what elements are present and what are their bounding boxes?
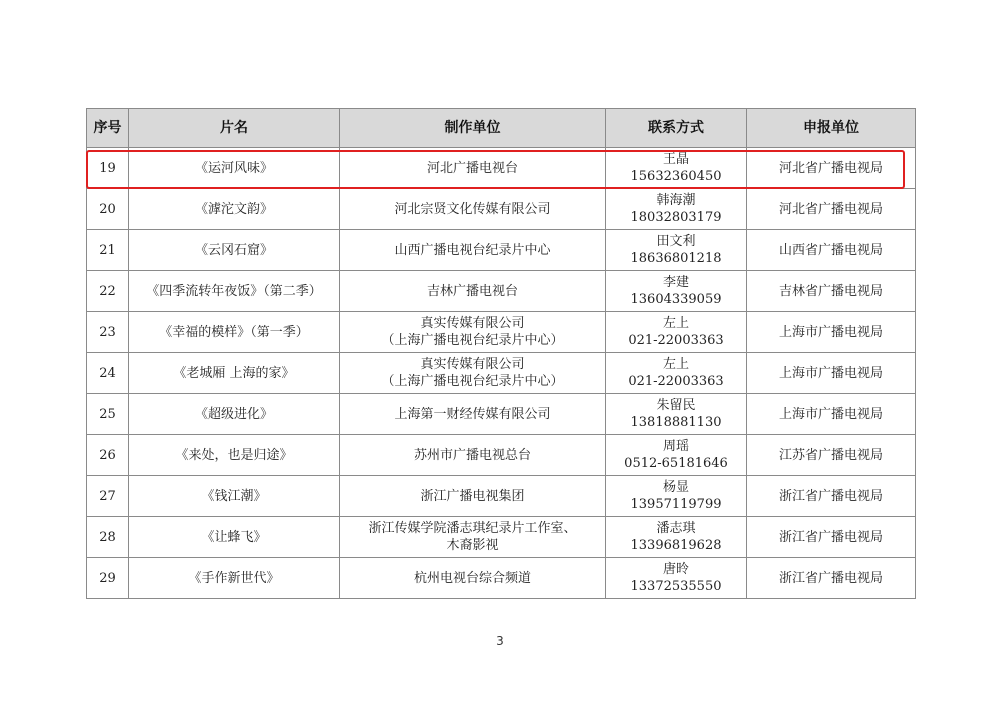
cell-contact: [606, 517, 747, 558]
table-row: [87, 353, 916, 394]
cell-index: 24: [87, 353, 129, 394]
cell-title: 《让蜂飞》: [129, 517, 340, 558]
cell-title: 《运河风味》: [129, 148, 340, 189]
cell-title: 《幸福的模样》（第一季）: [129, 312, 340, 353]
table-row: [87, 394, 916, 435]
cell-contact-line: 021-22003363: [628, 333, 724, 348]
cell-contact: [606, 558, 747, 599]
cell-index: 27: [87, 476, 129, 517]
cell-contact: [606, 189, 747, 230]
cell-contact: [606, 148, 747, 189]
cell-index: 19: [87, 148, 129, 189]
cell-index: 20: [87, 189, 129, 230]
cell-producer: [340, 476, 606, 517]
cell-contact-line: 021-22003363: [628, 374, 724, 389]
cell-contact-line: 王晶: [662, 152, 689, 167]
cell-index: 21: [87, 230, 129, 271]
table-body: [87, 148, 916, 599]
cell-producer-line: （上海广播电视台纪录片中心）: [381, 333, 564, 348]
cell-contact-line: 13604339059: [630, 292, 722, 307]
cell-contact-line: 杨显: [662, 480, 689, 495]
cell-contact-line: 13372535550: [630, 579, 722, 594]
cell-contact-line: 13818881130: [630, 415, 722, 430]
cell-producer-line: 河北宗贤文化传媒有限公司: [394, 201, 551, 217]
cell-producer-line: 真实传媒有限公司: [420, 316, 525, 331]
cell-producer-line: 吉林广播电视台: [426, 283, 518, 299]
cell-index: 25: [87, 394, 129, 435]
table-row: [87, 148, 916, 189]
cell-contact-line: 韩海潮: [656, 193, 696, 208]
cell-contact-line: 0512-65181646: [624, 456, 728, 471]
cell-title: 《超级进化》: [129, 394, 340, 435]
cell-index: 26: [87, 435, 129, 476]
cell-contact: [606, 435, 747, 476]
cell-contact-line: 周瑶: [662, 439, 689, 454]
cell-producer: [340, 435, 606, 476]
cell-title: 《老城厢 上海的家》: [129, 353, 340, 394]
cell-producer: [340, 312, 606, 353]
header-applicant: 申报单位: [747, 109, 916, 148]
header-title: 片名: [129, 109, 340, 148]
cell-producer: [340, 189, 606, 230]
cell-contact: [606, 271, 747, 312]
cell-applicant: 上海市广播电视局: [747, 394, 916, 435]
cell-contact: [606, 353, 747, 394]
cell-applicant: 河北省广播电视局: [747, 148, 916, 189]
cell-producer: [340, 353, 606, 394]
cell-producer: [340, 148, 606, 189]
header-contact: 联系方式: [606, 109, 747, 148]
cell-producer-line: 浙江广播电视集团: [420, 488, 525, 504]
table-row: [87, 517, 916, 558]
cell-index: 29: [87, 558, 129, 599]
cell-producer: [340, 394, 606, 435]
page-number: 3: [496, 634, 504, 648]
cell-producer-line: 浙江传媒学院潘志琪纪录片工作室、: [368, 521, 577, 536]
cell-producer: [340, 558, 606, 599]
cell-applicant: 上海市广播电视局: [747, 312, 916, 353]
table-row: [87, 189, 916, 230]
cell-contact-line: 18636801218: [630, 251, 722, 266]
cell-producer: [340, 271, 606, 312]
cell-applicant: 江苏省广播电视局: [747, 435, 916, 476]
cell-producer: [340, 230, 606, 271]
cell-contact-line: 15632360450: [630, 169, 722, 184]
cell-contact-line: 18032803179: [630, 210, 722, 225]
cell-title: 《四季流转年夜饭》（第二季）: [129, 271, 340, 312]
documentary-list-table: [86, 108, 916, 599]
cell-contact-line: 潘志琪: [656, 521, 696, 536]
cell-producer-line: 苏州市广播电视总台: [413, 447, 531, 463]
cell-contact-line: 13396819628: [630, 538, 722, 553]
cell-index: 28: [87, 517, 129, 558]
cell-producer-line: 真实传媒有限公司: [420, 357, 525, 372]
cell-contact-line: 左上: [662, 357, 689, 372]
cell-index: 22: [87, 271, 129, 312]
cell-contact: [606, 394, 747, 435]
cell-producer-line: 木裔影视: [446, 538, 499, 553]
cell-contact-line: 唐昤: [662, 562, 689, 577]
cell-contact: [606, 312, 747, 353]
cell-producer: [340, 517, 606, 558]
cell-contact-line: 朱留民: [656, 398, 696, 413]
cell-title: 《云冈石窟》: [129, 230, 340, 271]
cell-contact: [606, 476, 747, 517]
cell-producer-line: 杭州电视台综合频道: [413, 570, 531, 586]
header-index: 序号: [87, 109, 129, 148]
table-row: [87, 435, 916, 476]
cell-index: 23: [87, 312, 129, 353]
cell-contact-line: 左上: [662, 316, 689, 331]
cell-applicant: 吉林省广播电视局: [747, 271, 916, 312]
cell-contact-line: 田文利: [656, 234, 696, 249]
cell-applicant: 浙江省广播电视局: [747, 558, 916, 599]
cell-producer-line: 上海第一财经传媒有限公司: [394, 406, 551, 422]
cell-contact-line: 13957119799: [630, 497, 722, 512]
header-producer: 制作单位: [340, 109, 606, 148]
cell-producer-line: 山西广播电视台纪录片中心: [394, 242, 551, 258]
cell-applicant: 上海市广播电视局: [747, 353, 916, 394]
cell-producer-line: （上海广播电视台纪录片中心）: [381, 374, 564, 389]
table-row: [87, 476, 916, 517]
table-row: [87, 230, 916, 271]
cell-producer-line: 河北广播电视台: [426, 160, 518, 176]
cell-applicant: 浙江省广播电视局: [747, 517, 916, 558]
cell-contact-line: 李建: [662, 275, 689, 290]
cell-title: 《来处，也是归途》: [129, 435, 340, 476]
cell-title: 《滹沱文韵》: [129, 189, 340, 230]
cell-applicant: 山西省广播电视局: [747, 230, 916, 271]
cell-applicant: 浙江省广播电视局: [747, 476, 916, 517]
cell-applicant: 河北省广播电视局: [747, 189, 916, 230]
cell-contact: [606, 230, 747, 271]
cell-title: 《手作新世代》: [129, 558, 340, 599]
table-row: [87, 271, 916, 312]
table-row: [87, 312, 916, 353]
table-header-row: [87, 109, 916, 148]
table-row: [87, 558, 916, 599]
cell-title: 《钱江潮》: [129, 476, 340, 517]
